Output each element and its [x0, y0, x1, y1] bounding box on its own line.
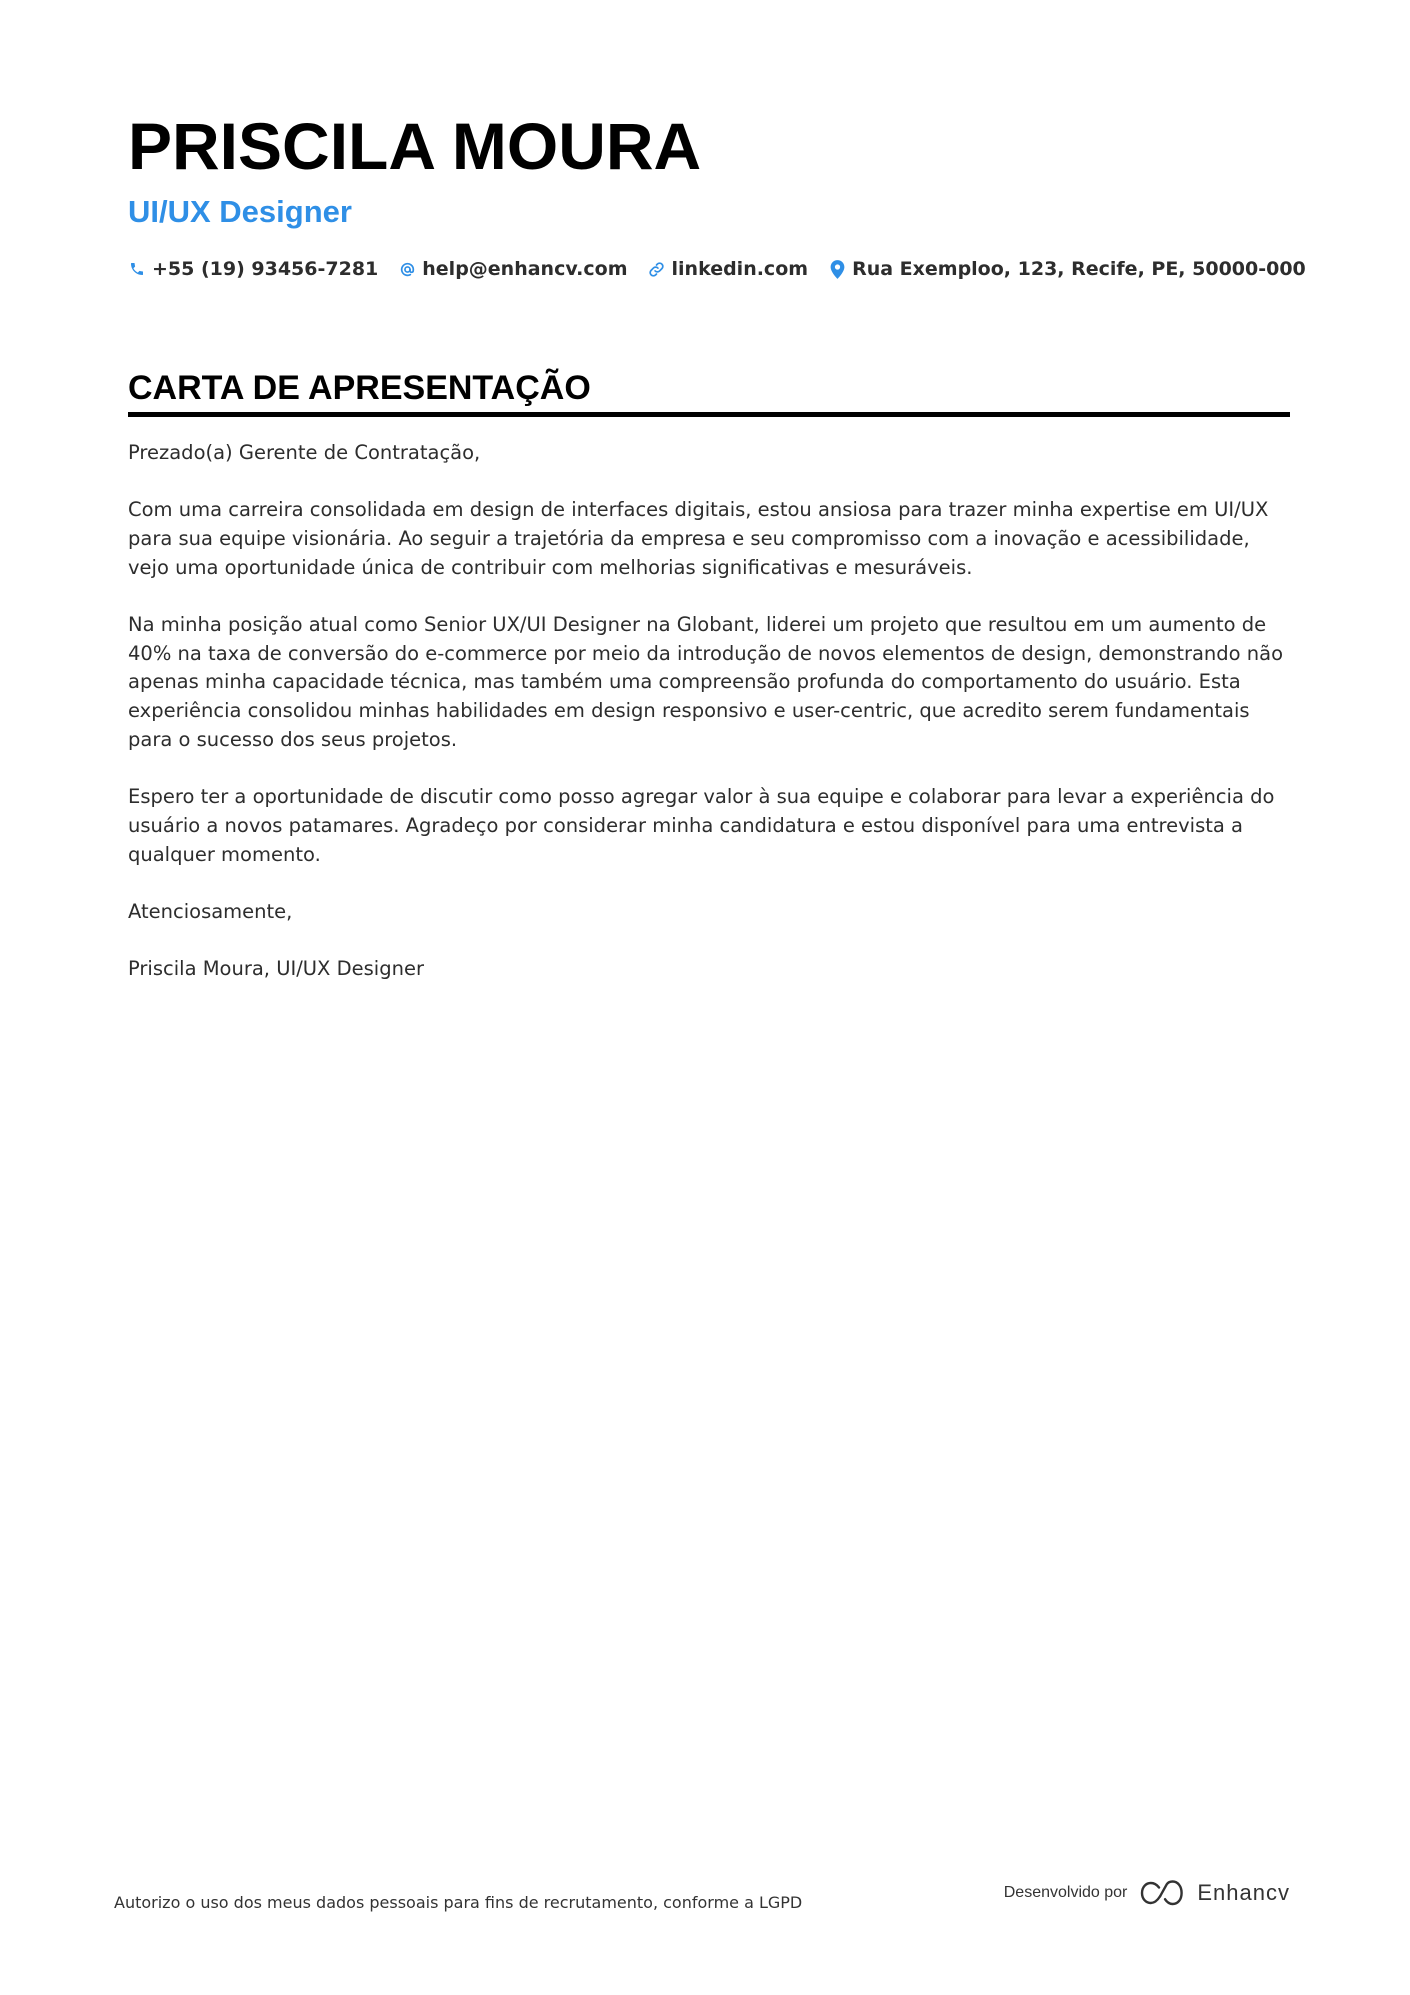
- resume-header: [128, 108, 1306, 284]
- letter-paragraph: Espero ter a oportunidade de discutir como posso agregar valor à sua equipe e colaborar para levar a experiência do usuário a novos patamares. Agradeço por considerar minha candidatura e estou disponível para uma entrevista a qualquer momento.: [128, 785, 1275, 866]
- enhancv-logo-icon: [1139, 1880, 1185, 1906]
- contact-email[interactable]: [398, 258, 627, 280]
- section-title: CARTA DE APRESENTAÇÃO: [128, 369, 591, 407]
- letter-paragraph: Na minha posição atual como Senior UX/UI Designer na Globant, liderei um projeto que resultou em um aumento de 40% na taxa de conversão do e-commerce por meio da introdução de novos elementos de design, demonstrando não apenas minha capacidade técnica, mas também uma compreensão profunda do comportamento do usuário. Esta experiência consolidou minhas habilidades em design responsivo e user-centric, que acredito serem fundamentais para o sucesso dos seus projetos.: [128, 613, 1284, 751]
- cover-letter-section: [128, 366, 1290, 1012]
- phone-icon: [128, 259, 146, 279]
- letter-salutation: Prezado(a) Gerente de Contratação,: [128, 441, 481, 464]
- footer-powered-by: Desenvolvido por: [1003, 1884, 1128, 1901]
- candidate-role: UI/UX Designer: [128, 194, 352, 229]
- candidate-name: PRISCILA MOURA: [128, 109, 702, 183]
- contact-info: [128, 254, 1306, 284]
- contact-link[interactable]: [648, 258, 809, 280]
- letter-body: [128, 439, 1290, 984]
- footer-brand-name: Enhancv: [1197, 1880, 1290, 1905]
- contact-phone-text: +55 (19) 93456-7281: [152, 258, 379, 280]
- footer-branding[interactable]: [1004, 1880, 1290, 1906]
- contact-address: [828, 258, 1306, 280]
- contact-email-text[interactable]: help@enhancv.com: [422, 258, 628, 280]
- link-icon: [648, 259, 666, 279]
- letter-signature: Priscila Moura, UI/UX Designer: [128, 957, 424, 981]
- letter-paragraph: Com uma carreira consolidada em design de interfaces digitais, estou ansiosa para trazer minha expertise em UI/UX para sua equipe visionária. Ao seguir a trajetória da empresa e seu compromisso com a inovação e acessibilidade, vejo uma oportunidade única de contribuir com melhorias significativas e mesuráveis.: [128, 498, 1269, 579]
- at-icon: [398, 259, 416, 279]
- contact-address-text: Rua Exemploo, 123, Recife, PE, 50000-000: [852, 258, 1306, 280]
- section-divider: [128, 412, 1290, 417]
- footer-consent: Autorizo o uso dos meus dados pessoais para fins de recrutamento, conforme a LGPD: [114, 1893, 803, 1912]
- location-pin-icon: [828, 259, 846, 279]
- contact-link-text[interactable]: linkedin.com: [671, 258, 809, 280]
- contact-phone: [128, 258, 378, 280]
- letter-closing: Atenciosamente,: [128, 899, 293, 923]
